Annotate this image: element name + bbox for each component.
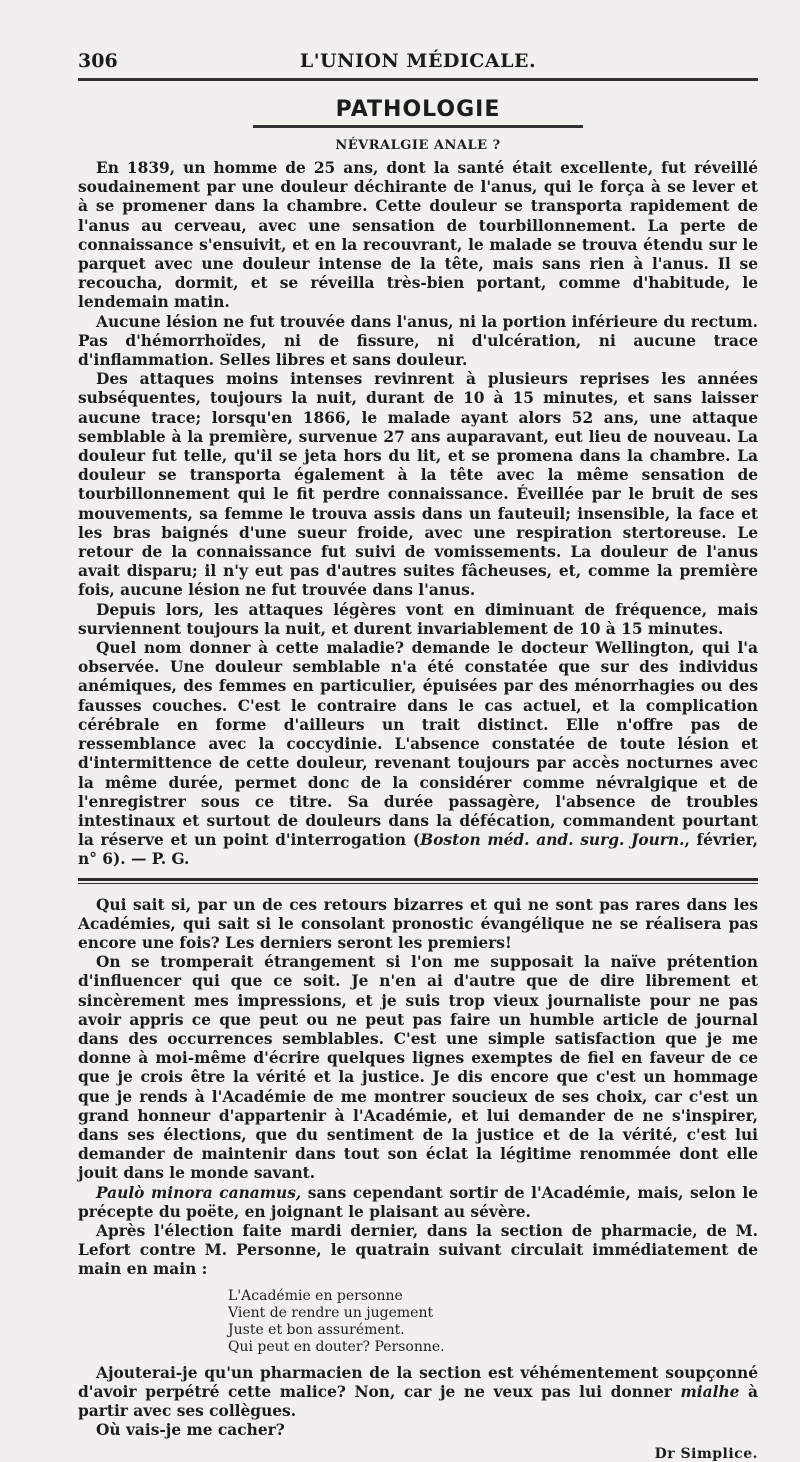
chronicle-paragraph: Après l'élection faite mardi dernier, dans la section de pharmacie, de M. Lefort contre M. Personne, le quatrain suivant circulait immédiatement de main en main : (78, 1221, 758, 1279)
chronicle-closing (78, 1364, 758, 1441)
section-divider (78, 878, 758, 884)
chronicle-paragraph: Qui sait si, par un de ces retours bizarres et qui ne sont pas rares dans les Académies, qui sait si le consolant pronostic évangélique ne se réalisera pas encore une fois? Les derniers seront les premiers! (78, 895, 758, 952)
title-rule (253, 125, 583, 128)
chronicle-text: Ajouterai-je qu'un pharmacien de la section est véhémentement soupçonné d'avoir perpétré cette malice? Non, car je ne veux pas lui donner (78, 1363, 758, 1401)
pun-word: mialhe (680, 1382, 740, 1401)
article-paragraph: En 1839, un homme de 25 ans, dont la santé était excellente, fut réveillé soudainement par une douleur déchirante de l'anus, qui le força à se lever et à se promener dans la chambre. Cette douleur se transporta rapidement de l'anus au cerveau, avec une sensation de tourbillonnement. La perte de connaissance s'ensuivit, et en la recouvrant, le malade se trouva étendu sur le parquet avec une douleur intense de la tête, mais sans rien à l'anus. Il se recoucha, dormit, et se réveilla très-bien portant, comme d'habitude, le lendemain matin. (78, 159, 758, 312)
chronicle-paragraph (78, 1364, 758, 1422)
section-title: PATHOLOGIE (335, 97, 501, 122)
quatrain-line: Juste et bon assurément. (228, 1321, 405, 1338)
chronicle-paragraph: On se tromperait étrangement si l'on me supposait la naïve prétention d'influencer qui que ce soit. Je n'en ai d'autre que de dire librement et sincèrement mes impressions, et je suis trop vieux journaliste pour ne pas avoir appris ce que peut ou ne peut pas faire un humble article de journal dans des occurrences semblables. C'est une simple satisfaction que je me donne à moi-même d'écrire quelques lignes exemptes de fiel en faveur de ce que je crois être la vérité et la justice. Je dis encore que c'est un hommage que je rends à l'Académie de me montrer soucieux de ses choix, car c'est un grand honneur d'appartenir à l'Académie, et lui demander de ne s'inspirer, dans ses élections, que du sentiment de la justice et de la vérité, c'est lui demander de maintenir dans tout son éclat la légitime renommée dont elle jouit dans le monde savant. (78, 953, 758, 1183)
article-paragraph: Depuis lors, les attaques légères vont en diminuant de fréquence, mais surviennent toujours la nuit, et durent invariablement de 10 à 15 minutes. (78, 600, 758, 638)
running-head: L'UNION MÉDICALE. (299, 50, 537, 72)
chronicle-body (78, 896, 758, 1280)
quatrain-line: Vient de rendre un jugement (228, 1304, 434, 1321)
page-number: 306 (78, 50, 118, 72)
page-header (78, 48, 758, 81)
latin-quote: Paulò minora canamus, (96, 1183, 302, 1202)
article-subtitle: NÉVRALGIE ANALE ? (335, 138, 501, 153)
signature: Dr Simplice. (654, 1446, 758, 1462)
chronicle-text: sans cependant sortir de l'Académie, mais, selon le précepte du poëte, en joignant le plaisant au sévère. (78, 1183, 759, 1221)
chronicle-paragraph: Où vais-je me cacher? (96, 1421, 285, 1440)
article-paragraph: Des attaques moins intenses revinrent à plusieurs reprises les années subséquentes, toujours la nuit, durant de 10 à 15 minutes, et sans laisser aucune trace; lorsqu'en 1866, le malade ayant alors 52 ans, une attaque semblable à la première, survenue 27 ans auparavant, eut lieu de nouveau. La douleur fut telle, qu'il se jeta hors du lit, et se promena dans la chambre. La douleur se transporta également à la tête avec la même sensation de tourbillonnement qui le fit perdre connaissance. Éveillée par le bruit de ses mouvements, sa femme le trouva assis dans un fauteuil; insensible, la face et les bras baignés d'une sueur froide, avec une respiration stertoreuse. Le retour de la connaissance fut suivi de vomissements. La douleur de l'anus avait disparu; il n'y eut pas d'autres suites fâcheuses, et, comme la première fois, aucune lésion ne fut trouvée dans l'anus. (78, 370, 758, 600)
article-text-end: , février, n° 6). — P. G. (78, 831, 758, 869)
article-paragraph: Aucune lésion ne fut trouvée dans l'anus, ni la portion inférieure du rectum. Pas d'hémorrhoïdes, ni de fissure, ni d'ulcération, ni aucune trace d'inflammation. Selles libres et sans douleur. (78, 312, 758, 370)
quatrain (228, 1288, 758, 1356)
journal-citation: Boston méd. and. surg. Journ. (420, 831, 685, 850)
article-body (78, 159, 758, 870)
article-text: Quel nom donner à cette maladie? demande le docteur Wellington, qui l'a observée. Une douleur semblable n'a été constatée que sur des individus anémiques, des femmes en particulier, épuisées par des ménorrhagies ou des fausses couches. C'est le contraire dans le cas actuel, et la complication cérébrale en forme d'ailleurs un trait distinct. Elle n'offre pas de ressemblance avec la coccydinie. L'absence constatée de toute lésion et d'intermittence de cette douleur, revenant toujours par accès nocturnes avec la même durée, permet donc de la considérer comme névralgique et de l'enregistrer sous ce titre. Sa durée passagère, l'absence de troubles intestinaux et surtout de douleurs dans la défécation, commandent pourtant la réserve et un point d'interrogation ( (78, 639, 758, 850)
chronicle-text-end: à partir avec ses collègues. (78, 1382, 758, 1420)
quatrain-line: L'Académie en personne (228, 1287, 403, 1304)
chronicle-paragraph (78, 1184, 758, 1222)
article-paragraph (78, 639, 758, 869)
quatrain-line: Qui peut en douter? Personne. (228, 1338, 445, 1355)
